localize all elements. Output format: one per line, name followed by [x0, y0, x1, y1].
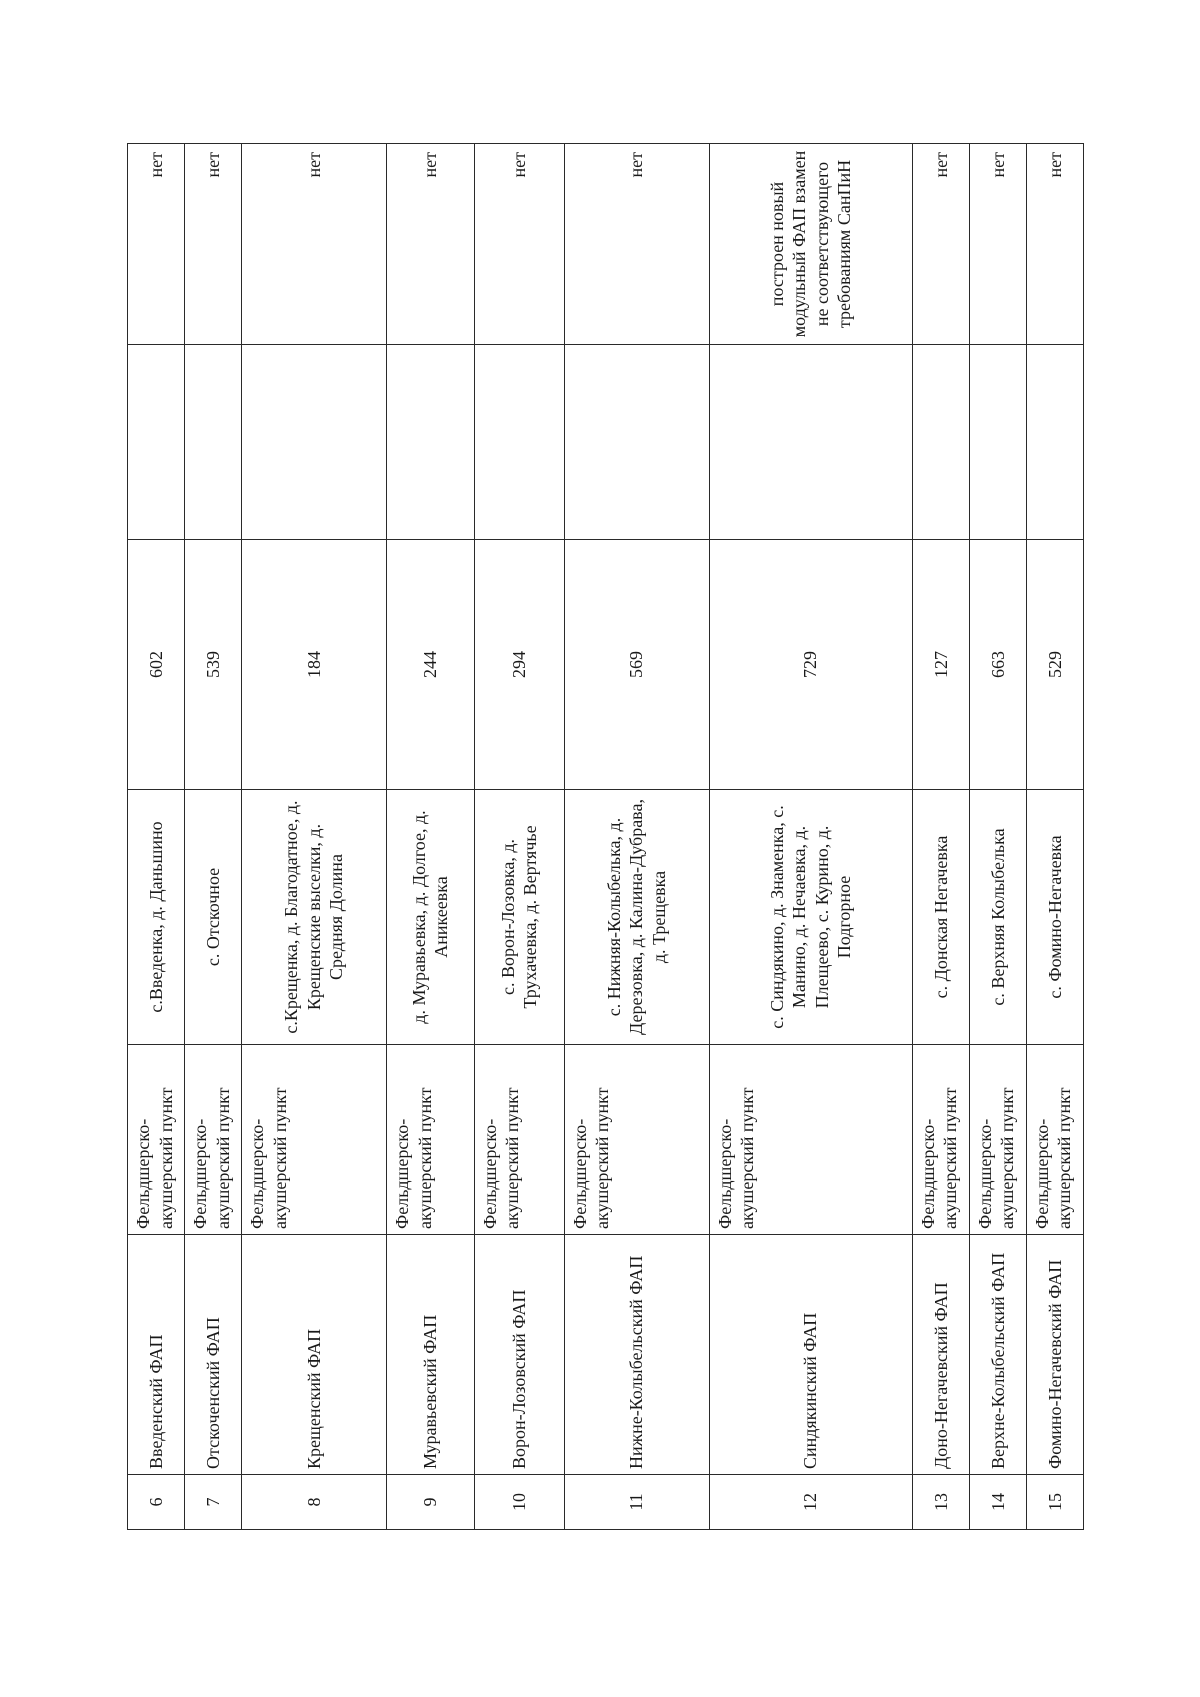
fap-name-cell: Верхне-Колыбельский ФАП: [969, 1235, 1026, 1475]
row-number-cell: 12: [709, 1475, 912, 1530]
empty-cell-cell: [564, 345, 709, 540]
fap-name-cell: Муравьевский ФАП: [387, 1235, 475, 1475]
row-number-cell: 7: [185, 1475, 242, 1530]
facility-type-cell: Фельдшерско-акушерский пункт: [185, 1045, 242, 1235]
population-cell: 294: [474, 540, 564, 790]
note-cell: нет: [912, 144, 969, 345]
fap-name-cell: Нижне-Колыбельский ФАП: [564, 1235, 709, 1475]
note-cell: нет: [387, 144, 475, 345]
empty-cell-cell: [1026, 345, 1083, 540]
table-row: [564, 144, 709, 1530]
facility-type-cell: Фельдшерско-акушерский пункт: [1026, 1045, 1083, 1235]
row-number-cell: 8: [242, 1475, 387, 1530]
note-cell: нет: [1026, 144, 1083, 345]
table-row: [1026, 144, 1083, 1530]
note-cell: нет: [242, 144, 387, 345]
fap-name-cell: Ворон-Лозовский ФАП: [474, 1235, 564, 1475]
table-row: [912, 144, 969, 1530]
row-number-cell: 13: [912, 1475, 969, 1530]
population-cell: 184: [242, 540, 387, 790]
settlements-cell: с. Синдякино, д. Знаменка, с. Манино, д. Нечаевка, д. Плещеево, с. Курино, д. Подгорное: [709, 790, 912, 1045]
row-number-cell: 9: [387, 1475, 475, 1530]
empty-cell-cell: [242, 345, 387, 540]
population-cell: 663: [969, 540, 1026, 790]
settlements-cell: с. Донская Негачевка: [912, 790, 969, 1045]
population-cell: 529: [1026, 540, 1083, 790]
facility-type-cell: Фельдшерско-акушерский пункт: [912, 1045, 969, 1235]
population-cell: 244: [387, 540, 475, 790]
table-row: [387, 144, 475, 1530]
population-cell: 127: [912, 540, 969, 790]
note-cell: нет: [128, 144, 185, 345]
note-cell: нет: [969, 144, 1026, 345]
fap-name-cell: Крещенский ФАП: [242, 1235, 387, 1475]
fap-name-cell: Фомино-Негачевский ФАП: [1026, 1235, 1083, 1475]
rotated-table-container: [127, 144, 1084, 1530]
row-number-cell: 10: [474, 1475, 564, 1530]
fap-table: [127, 143, 1084, 1530]
settlements-cell: с. Ворон-Лозовка, д. Трухачевка, д. Вертячье: [474, 790, 564, 1045]
empty-cell-cell: [912, 345, 969, 540]
note-cell: нет: [185, 144, 242, 345]
facility-type-cell: Фельдшерско-акушерский пункт: [128, 1045, 185, 1235]
facility-type-cell: Фельдшерско-акушерский пункт: [564, 1045, 709, 1235]
empty-cell-cell: [969, 345, 1026, 540]
table-row: [185, 144, 242, 1530]
facility-type-cell: Фельдшерско-акушерский пункт: [709, 1045, 912, 1235]
empty-cell-cell: [128, 345, 185, 540]
empty-cell-cell: [387, 345, 475, 540]
row-number-cell: 15: [1026, 1475, 1083, 1530]
settlements-cell: с. Нижняя-Колыбелька, д. Дерезовка, д. Калина-Дубрава, д. Трещевка: [564, 790, 709, 1045]
note-cell: построен новый модульный ФАП взамен не соответствующего требованиям СанПиН: [709, 144, 912, 345]
population-cell: 602: [128, 540, 185, 790]
fap-name-cell: Отскоченский ФАП: [185, 1235, 242, 1475]
population-cell: 539: [185, 540, 242, 790]
note-cell: нет: [564, 144, 709, 345]
row-number-cell: 6: [128, 1475, 185, 1530]
row-number-cell: 11: [564, 1475, 709, 1530]
table-row: [969, 144, 1026, 1530]
table-row: [709, 144, 912, 1530]
facility-type-cell: Фельдшерско-акушерский пункт: [969, 1045, 1026, 1235]
settlements-cell: д. Муравьевка, д. Долгое, д. Аникеевка: [387, 790, 475, 1045]
empty-cell-cell: [709, 345, 912, 540]
settlements-cell: с.Введенка, д. Даньшино: [128, 790, 185, 1045]
fap-name-cell: Синдякинский ФАП: [709, 1235, 912, 1475]
table-row: [474, 144, 564, 1530]
empty-cell-cell: [185, 345, 242, 540]
facility-type-cell: Фельдшерско-акушерский пункт: [474, 1045, 564, 1235]
fap-name-cell: Доно-Негачевский ФАП: [912, 1235, 969, 1475]
facility-type-cell: Фельдшерско-акушерский пункт: [242, 1045, 387, 1235]
population-cell: 569: [564, 540, 709, 790]
settlements-cell: с. Отскочное: [185, 790, 242, 1045]
table-row: [128, 144, 185, 1530]
table-row: [242, 144, 387, 1530]
settlements-cell: с. Фомино-Негачевка: [1026, 790, 1083, 1045]
settlements-cell: с.Крещенка, д. Благодатное, д. Крещенские выселки, д. Средняя Долина: [242, 790, 387, 1045]
row-number-cell: 14: [969, 1475, 1026, 1530]
population-cell: 729: [709, 540, 912, 790]
table-body: [128, 144, 1084, 1530]
fap-name-cell: Введенский ФАП: [128, 1235, 185, 1475]
facility-type-cell: Фельдшерско-акушерский пункт: [387, 1045, 475, 1235]
note-cell: нет: [474, 144, 564, 345]
empty-cell-cell: [474, 345, 564, 540]
settlements-cell: с. Верхняя Колыбелька: [969, 790, 1026, 1045]
